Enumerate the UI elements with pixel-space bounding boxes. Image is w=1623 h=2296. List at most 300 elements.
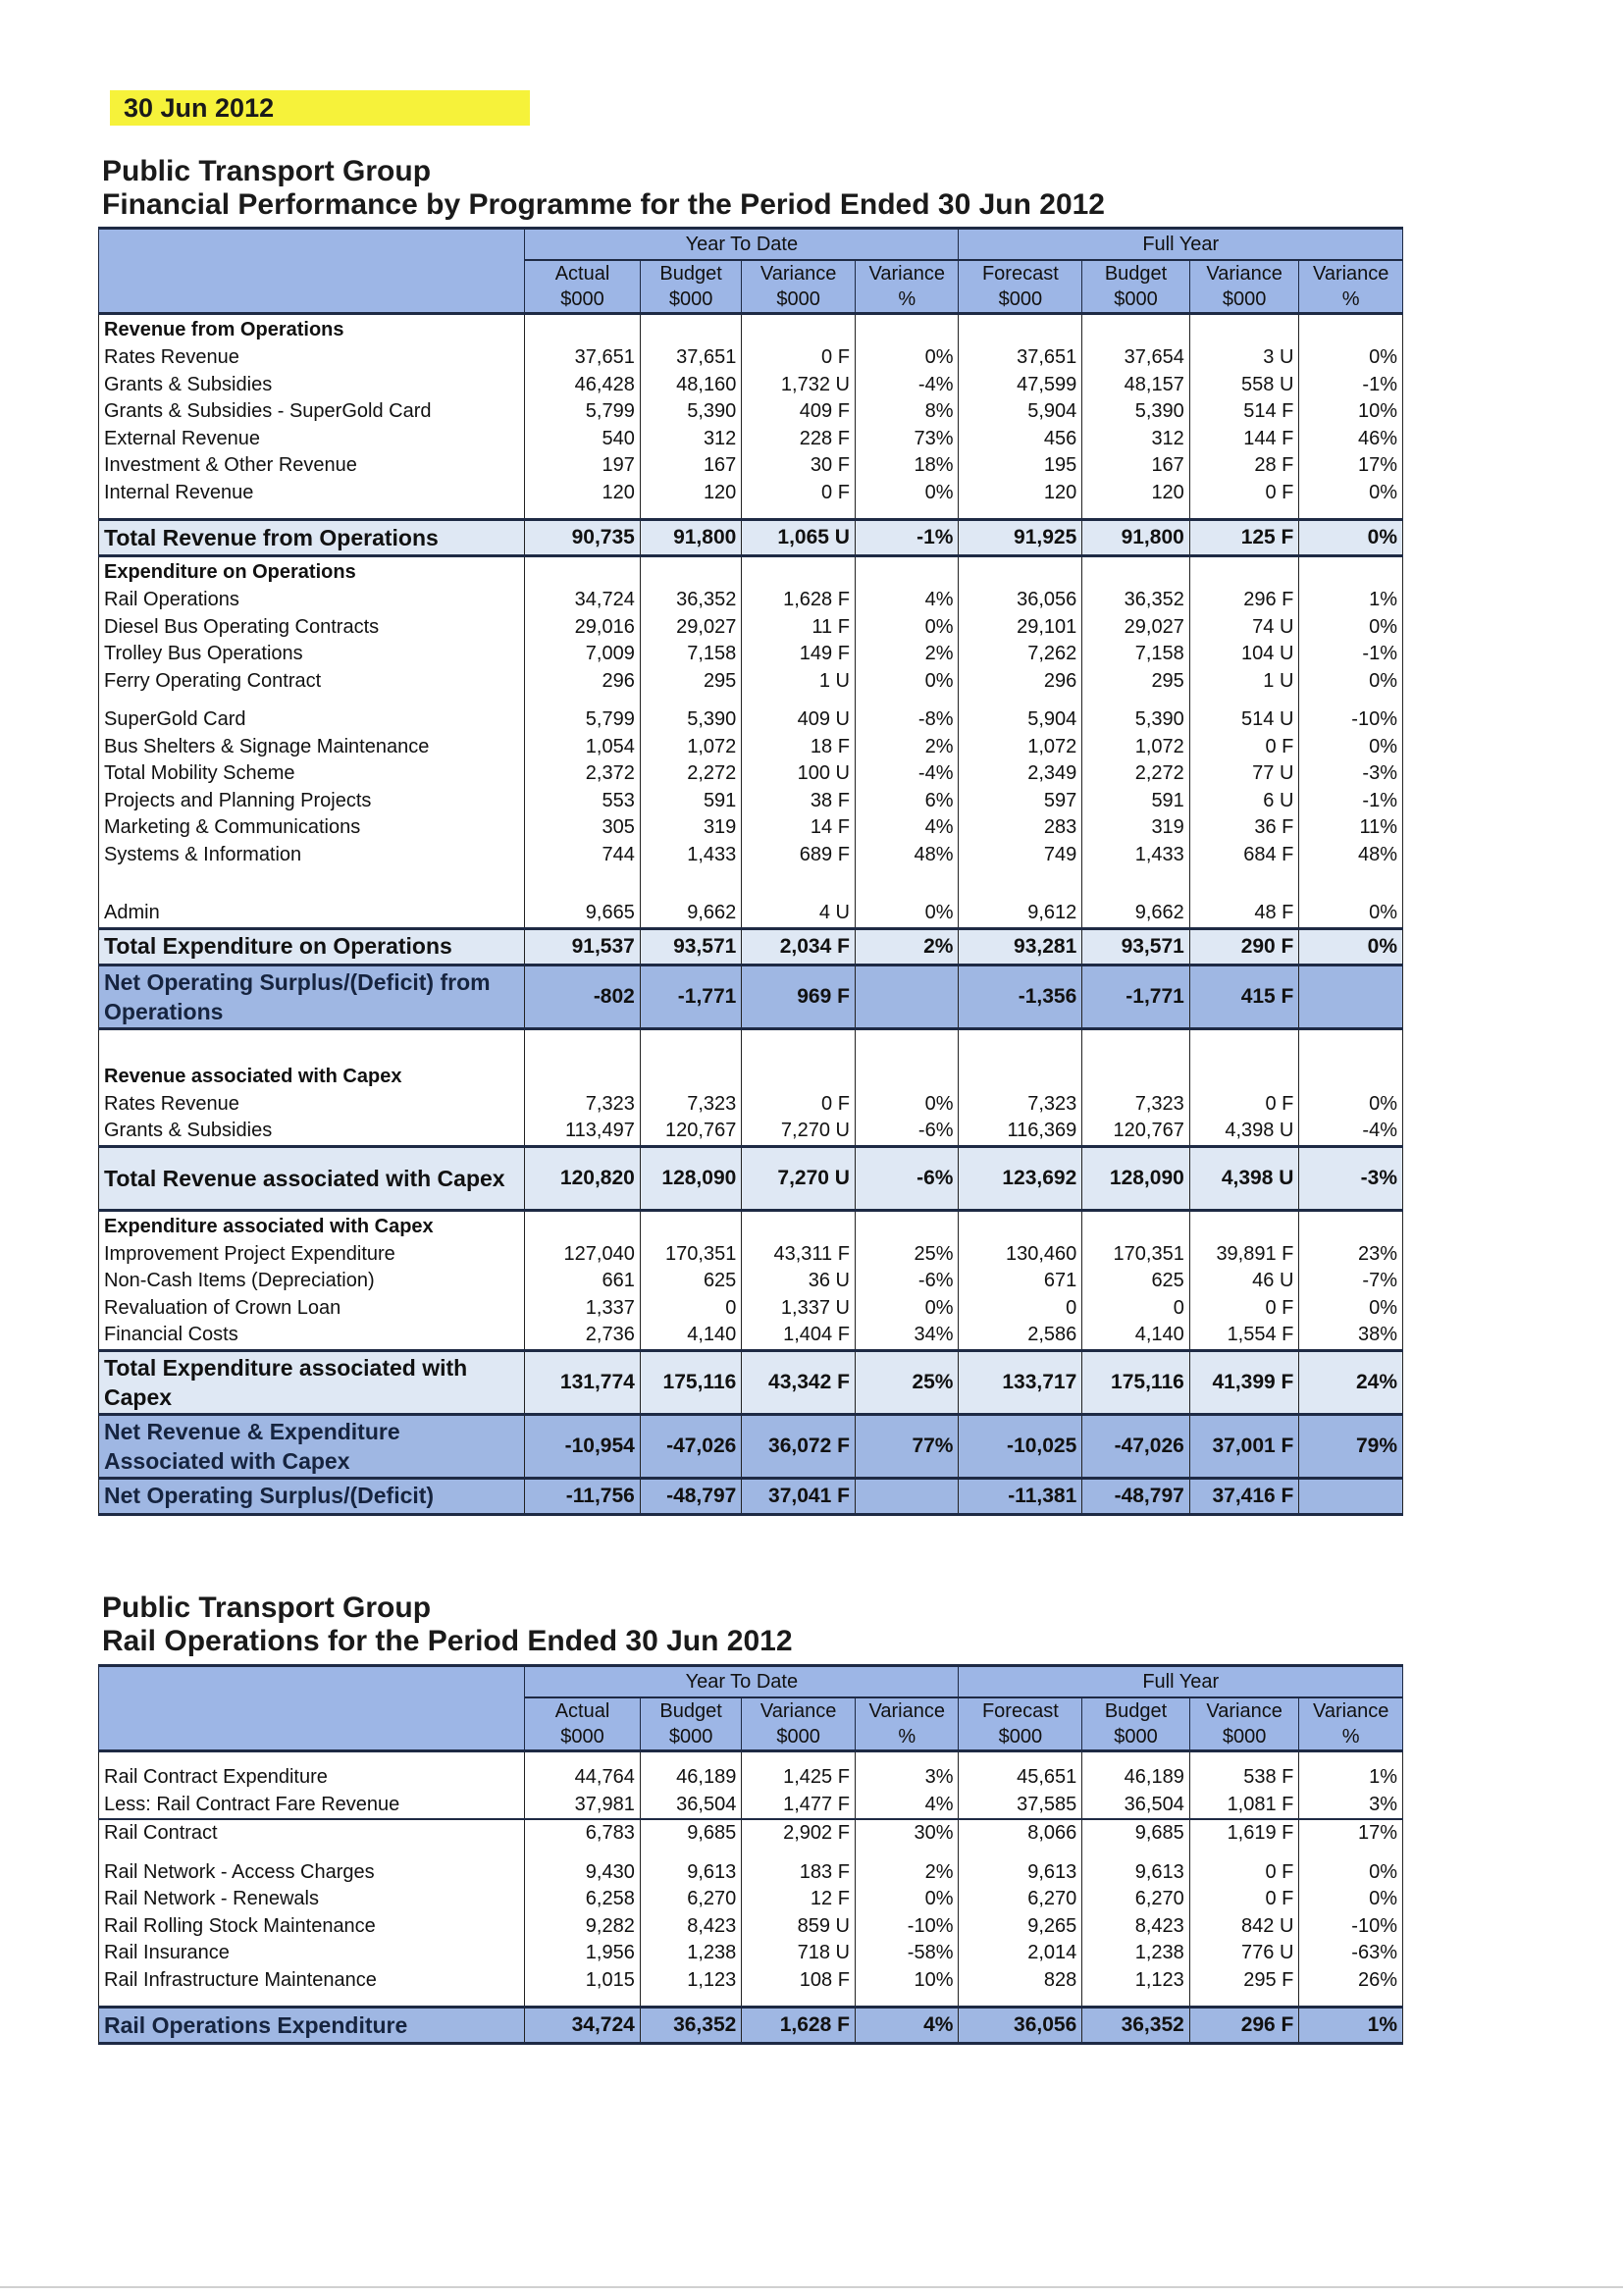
column-header-unit: %: [898, 288, 916, 310]
empty-cell: [1299, 556, 1403, 588]
cell-value: 93,281: [959, 928, 1082, 965]
cell-value: 30%: [855, 1819, 959, 1848]
cell-value: 0 F: [742, 344, 856, 372]
cell-value: 684 F: [1189, 842, 1299, 869]
cell-value: 0%: [855, 668, 959, 696]
cell-value: 36,504: [640, 1792, 741, 1820]
cell-value: 195: [959, 452, 1082, 480]
table-row: [99, 344, 1403, 372]
row-label: Improvement Project Expenditure: [99, 1241, 525, 1269]
cell-value: 5,390: [1082, 706, 1190, 734]
cell-value: 749: [959, 842, 1082, 869]
cell-value: 1,065 U: [742, 520, 856, 556]
cell-value: 597: [959, 788, 1082, 815]
cell-value: 625: [640, 1268, 741, 1295]
cell-value: 36,352: [1082, 2008, 1190, 2044]
cell-value: 25%: [855, 1241, 959, 1269]
cell-value: 553: [525, 788, 641, 815]
cell-value: 842 U: [1189, 1913, 1299, 1941]
cell-value: -4%: [855, 372, 959, 399]
cell-value: -802: [525, 965, 641, 1028]
row-label: Less: Rail Contract Fare Revenue: [99, 1792, 525, 1820]
column-header: [855, 1697, 959, 1751]
empty-cell: [1299, 1210, 1403, 1241]
cell-value: 108 F: [742, 1967, 856, 1995]
empty-cell: [1082, 1062, 1190, 1091]
cell-value: 0%: [1299, 900, 1403, 928]
cell-value: 6,258: [525, 1886, 641, 1913]
cell-value: 2,586: [959, 1322, 1082, 1350]
cell-value: 0%: [1299, 1859, 1403, 1887]
empty-cell: [742, 556, 856, 588]
cell-value: 1,054: [525, 734, 641, 761]
cell-value: 9,662: [640, 900, 741, 928]
cell-value: 36,352: [1082, 587, 1190, 614]
spacer-row: [99, 1751, 1403, 1765]
cell-value: 29,027: [1082, 614, 1190, 642]
column-header-unit: $000: [776, 288, 820, 310]
cell-value: 0: [959, 1295, 1082, 1323]
column-header-name: Budget: [659, 263, 722, 285]
cell-value: 10%: [855, 1967, 959, 1995]
cell-value: -58%: [855, 1940, 959, 1967]
cell-value: 4,140: [1082, 1322, 1190, 1350]
cell-value: 8,423: [1082, 1913, 1190, 1941]
column-header-name: Variance: [759, 263, 837, 285]
column-header-unit: $000: [668, 288, 713, 310]
row-label: Investment & Other Revenue: [99, 452, 525, 480]
column-header: [1299, 1697, 1403, 1751]
cell-value: 113,497: [525, 1118, 641, 1146]
cell-value: 8,423: [640, 1913, 741, 1941]
total-row: [99, 928, 1403, 965]
spacer-row: [99, 695, 1403, 706]
cell-value: -6%: [855, 1146, 959, 1210]
cell-value: 2,014: [959, 1940, 1082, 1967]
row-label: Marketing & Communications: [99, 814, 525, 842]
cell-value: 38 F: [742, 788, 856, 815]
cell-value: 0%: [855, 344, 959, 372]
cell-value: -48,797: [1082, 1478, 1190, 1514]
cell-value: 2%: [855, 641, 959, 668]
table-row: [99, 1118, 1403, 1146]
cell-value: -4%: [855, 760, 959, 788]
total-row: [99, 1350, 1403, 1414]
cell-value: 4%: [855, 1792, 959, 1820]
total-row: [99, 520, 1403, 556]
row-label: Expenditure on Operations: [99, 556, 525, 588]
cell-value: 0 F: [742, 480, 856, 507]
empty-cell: [1189, 1210, 1299, 1241]
column-header: [742, 260, 856, 314]
cell-value: 0%: [1299, 734, 1403, 761]
table-row: [99, 372, 1403, 399]
cell-value: 3%: [855, 1764, 959, 1792]
cell-value: 93,571: [640, 928, 741, 965]
column-header-unit: %: [1341, 288, 1360, 310]
cell-value: 3 U: [1189, 344, 1299, 372]
row-label: Internal Revenue: [99, 480, 525, 507]
row-label: Expenditure associated with Capex: [99, 1210, 525, 1241]
cell-value: 43,342 F: [742, 1350, 856, 1414]
cell-value: 26%: [1299, 1967, 1403, 1995]
table-row: [99, 1295, 1403, 1323]
cell-value: 120: [525, 480, 641, 507]
cell-value: [855, 965, 959, 1028]
cell-value: 319: [1082, 814, 1190, 842]
cell-value: 296 F: [1189, 2008, 1299, 2044]
cell-value: 91,925: [959, 520, 1082, 556]
cell-value: 1,404 F: [742, 1322, 856, 1350]
cell-value: 73%: [855, 426, 959, 453]
cell-value: 7,323: [959, 1091, 1082, 1119]
column-header: [1299, 260, 1403, 314]
cell-value: 1,477 F: [742, 1792, 856, 1820]
cell-value: 38%: [1299, 1322, 1403, 1350]
cell-value: 0%: [1299, 344, 1403, 372]
cell-value: 718 U: [742, 1940, 856, 1967]
cell-value: 0 F: [742, 1091, 856, 1119]
cell-value: -10%: [1299, 706, 1403, 734]
cell-value: -10%: [855, 1913, 959, 1941]
cell-value: 149 F: [742, 641, 856, 668]
cell-value: 93,571: [1082, 928, 1190, 965]
column-header: [742, 1697, 856, 1751]
row-label: External Revenue: [99, 426, 525, 453]
cell-value: 9,665: [525, 900, 641, 928]
cell-value: 5,799: [525, 706, 641, 734]
column-header-name: Actual: [554, 1700, 610, 1722]
cell-value: 45,651: [959, 1764, 1082, 1792]
cell-value: 167: [1082, 452, 1190, 480]
cell-value: 23%: [1299, 1241, 1403, 1269]
cell-value: [1299, 1478, 1403, 1514]
cell-value: 8,066: [959, 1819, 1082, 1848]
cell-value: 4%: [855, 2008, 959, 2044]
cell-value: -1,771: [1082, 965, 1190, 1028]
cell-value: 175,116: [640, 1350, 741, 1414]
table-row: [99, 641, 1403, 668]
cell-value: -4%: [1299, 1118, 1403, 1146]
row-label: Total Expenditure associated with Capex: [99, 1350, 525, 1414]
report-date-banner: 30 Jun 2012: [110, 90, 530, 126]
cell-value: 91,537: [525, 928, 641, 965]
cell-value: 120: [1082, 480, 1190, 507]
cell-value: 1,425 F: [742, 1764, 856, 1792]
empty-cell: [855, 556, 959, 588]
cell-value: 312: [1082, 426, 1190, 453]
cell-value: 0%: [1299, 1091, 1403, 1119]
row-label: Systems & Information: [99, 842, 525, 869]
row-label: Revaluation of Crown Loan: [99, 1295, 525, 1323]
cell-value: 29,016: [525, 614, 641, 642]
cell-value: 7,270 U: [742, 1146, 856, 1210]
cell-value: 5,390: [1082, 398, 1190, 426]
row-label: Financial Costs: [99, 1322, 525, 1350]
row-label: Rates Revenue: [99, 1091, 525, 1119]
empty-cell: [742, 314, 856, 345]
cell-value: 1,123: [640, 1967, 741, 1995]
table-row: [99, 760, 1403, 788]
cell-value: 415 F: [1189, 965, 1299, 1028]
cell-value: -10,025: [959, 1414, 1082, 1478]
cell-value: 283: [959, 814, 1082, 842]
empty-cell: [1189, 556, 1299, 588]
cell-value: 5,904: [959, 398, 1082, 426]
cell-value: 43,311 F: [742, 1241, 856, 1269]
empty-cell: [959, 556, 1082, 588]
cell-value: 0 F: [1189, 1886, 1299, 1913]
row-label: Rail Rolling Stock Maintenance: [99, 1913, 525, 1941]
cell-value: 2,272: [640, 760, 741, 788]
header-blank: [99, 1666, 525, 1751]
cell-value: 1%: [1299, 587, 1403, 614]
cell-value: 36 U: [742, 1268, 856, 1295]
row-label: Non-Cash Items (Depreciation): [99, 1268, 525, 1295]
cell-value: 7,158: [1082, 641, 1190, 668]
cell-value: 1,433: [1082, 842, 1190, 869]
row-label: Net Operating Surplus/(Deficit) from Operations: [99, 965, 525, 1028]
section-heading-row: [99, 1210, 1403, 1241]
cell-value: 4,398 U: [1189, 1146, 1299, 1210]
empty-cell: [525, 314, 641, 345]
cell-value: 558 U: [1189, 372, 1299, 399]
empty-cell: [855, 1210, 959, 1241]
column-header-unit: %: [898, 1726, 916, 1748]
cell-value: 0%: [1299, 1295, 1403, 1323]
cell-value: 1,015: [525, 1967, 641, 1995]
cell-value: 6,783: [525, 1819, 641, 1848]
column-header: [525, 260, 641, 314]
cell-value: 1,072: [959, 734, 1082, 761]
row-label: Total Expenditure on Operations: [99, 928, 525, 965]
empty-cell: [959, 1210, 1082, 1241]
cell-value: 120: [640, 480, 741, 507]
cell-value: 295: [1082, 668, 1190, 696]
cell-value: 77 U: [1189, 760, 1299, 788]
cell-value: 0%: [1299, 668, 1403, 696]
cell-value: 128,090: [1082, 1146, 1190, 1210]
table-row: [99, 706, 1403, 734]
row-label: Trolley Bus Operations: [99, 641, 525, 668]
table-row: [99, 480, 1403, 507]
column-header-name: Forecast: [981, 1700, 1059, 1722]
cell-value: 18 F: [742, 734, 856, 761]
cell-value: 859 U: [742, 1913, 856, 1941]
cell-value: 0%: [855, 614, 959, 642]
row-label: Rates Revenue: [99, 344, 525, 372]
net-row: [99, 965, 1403, 1028]
empty-cell: [1299, 314, 1403, 345]
cell-value: 1,238: [1082, 1940, 1190, 1967]
cell-value: 34,724: [525, 587, 641, 614]
header-year-to-date: Year To Date: [525, 229, 959, 261]
row-label: Total Revenue from Operations: [99, 520, 525, 556]
cell-value: -10,954: [525, 1414, 641, 1478]
cell-value: -1%: [855, 520, 959, 556]
cell-value: 5,799: [525, 398, 641, 426]
cell-value: 10%: [1299, 398, 1403, 426]
cell-value: 1,628 F: [742, 587, 856, 614]
cell-value: 175,116: [1082, 1350, 1190, 1414]
empty-cell: [959, 1062, 1082, 1091]
cell-value: 538 F: [1189, 1764, 1299, 1792]
empty-cell: [640, 556, 741, 588]
column-header-name: Variance: [1312, 1700, 1389, 1722]
cell-value: -11,381: [959, 1478, 1082, 1514]
cell-value: 296 F: [1189, 587, 1299, 614]
row-label: SuperGold Card: [99, 706, 525, 734]
table2-title: [102, 1592, 793, 1658]
cell-value: -3%: [1299, 1146, 1403, 1210]
row-label: Revenue from Operations: [99, 314, 525, 345]
cell-value: 409 U: [742, 706, 856, 734]
cell-value: 0%: [1299, 520, 1403, 556]
cell-value: 5,390: [640, 398, 741, 426]
cell-value: 591: [1082, 788, 1190, 815]
cell-value: 17%: [1299, 452, 1403, 480]
cell-value: 0%: [855, 1091, 959, 1119]
cell-value: 39,891 F: [1189, 1241, 1299, 1269]
table-row: [99, 1886, 1403, 1913]
empty-cell: [1082, 1210, 1190, 1241]
cell-value: 1,433: [640, 842, 741, 869]
cell-value: 167: [640, 452, 741, 480]
row-label: Diesel Bus Operating Contracts: [99, 614, 525, 642]
cell-value: 9,612: [959, 900, 1082, 928]
cell-value: -47,026: [1082, 1414, 1190, 1478]
cell-value: 28 F: [1189, 452, 1299, 480]
column-header: [1189, 260, 1299, 314]
table1-title-line2: Financial Performance by Programme for the Period Ended 30 Jun 2012: [102, 188, 1105, 221]
cell-value: 4%: [855, 587, 959, 614]
cell-value: 47,599: [959, 372, 1082, 399]
cell-value: 1,337 U: [742, 1295, 856, 1323]
row-label: Admin: [99, 900, 525, 928]
column-header-unit: $000: [1114, 1726, 1158, 1748]
cell-value: 3%: [1299, 1792, 1403, 1820]
column-header-unit: $000: [998, 288, 1043, 310]
column-header-unit: $000: [776, 1726, 820, 1748]
table-row: [99, 788, 1403, 815]
cell-value: 9,685: [640, 1819, 741, 1848]
cell-value: 295: [640, 668, 741, 696]
cell-value: 828: [959, 1967, 1082, 1995]
empty-cell: [1082, 556, 1190, 588]
cell-value: 11 F: [742, 614, 856, 642]
table-row: [99, 734, 1403, 761]
section-heading-row: [99, 314, 1403, 345]
cell-value: 41,399 F: [1189, 1350, 1299, 1414]
empty-cell: [1299, 1062, 1403, 1091]
net-row: [99, 2008, 1403, 2044]
spacer-row: [99, 1028, 1403, 1062]
row-label: Ferry Operating Contract: [99, 668, 525, 696]
subtotal-row: [99, 1819, 1403, 1848]
cell-value: 319: [640, 814, 741, 842]
cell-value: 4%: [855, 814, 959, 842]
header-full-year: Full Year: [959, 1666, 1403, 1698]
cell-value: 1,337: [525, 1295, 641, 1323]
cell-value: 37,651: [525, 344, 641, 372]
cell-value: -7%: [1299, 1268, 1403, 1295]
table-row: [99, 1859, 1403, 1887]
cell-value: 6,270: [1082, 1886, 1190, 1913]
cell-value: 0%: [1299, 480, 1403, 507]
cell-value: 37,651: [959, 344, 1082, 372]
column-header-name: Budget: [1104, 263, 1168, 285]
cell-value: 36 F: [1189, 814, 1299, 842]
column-header: [959, 260, 1082, 314]
cell-value: 36,352: [640, 2008, 741, 2044]
section-heading-row: [99, 556, 1403, 588]
cell-value: 6%: [855, 788, 959, 815]
cell-value: 120,767: [1082, 1118, 1190, 1146]
cell-value: 0 F: [1189, 1859, 1299, 1887]
header-full-year: Full Year: [959, 229, 1403, 261]
cell-value: 133,717: [959, 1350, 1082, 1414]
cell-value: -11,756: [525, 1478, 641, 1514]
cell-value: 37,001 F: [1189, 1414, 1299, 1478]
cell-value: -1%: [1299, 788, 1403, 815]
empty-cell: [1082, 314, 1190, 345]
cell-value: 34%: [855, 1322, 959, 1350]
cell-value: 170,351: [1082, 1241, 1190, 1269]
cell-value: 12 F: [742, 1886, 856, 1913]
row-label: Projects and Planning Projects: [99, 788, 525, 815]
empty-cell: [1189, 314, 1299, 345]
cell-value: 776 U: [1189, 1940, 1299, 1967]
column-header-unit: $000: [998, 1726, 1043, 1748]
table1-title-line1: Public Transport Group: [102, 155, 432, 187]
cell-value: 2,902 F: [742, 1819, 856, 1848]
cell-value: 671: [959, 1268, 1082, 1295]
cell-value: 29,027: [640, 614, 741, 642]
cell-value: 74 U: [1189, 614, 1299, 642]
cell-value: -1%: [1299, 641, 1403, 668]
table-row: [99, 614, 1403, 642]
cell-value: 18%: [855, 452, 959, 480]
cell-value: 37,651: [640, 344, 741, 372]
column-header-unit: $000: [668, 1726, 713, 1748]
column-header-name: Variance: [868, 1700, 945, 1722]
table-row: [99, 1241, 1403, 1269]
column-header-name: Variance: [1206, 263, 1283, 285]
table-row: [99, 1268, 1403, 1295]
cell-value: 1 U: [1189, 668, 1299, 696]
table2-title-line2: Rail Operations for the Period Ended 30 Jun 2012: [102, 1625, 793, 1657]
cell-value: 4,398 U: [1189, 1118, 1299, 1146]
cell-value: 7,262: [959, 641, 1082, 668]
cell-value: 30 F: [742, 452, 856, 480]
cell-value: 4,140: [640, 1322, 741, 1350]
cell-value: 9,613: [959, 1859, 1082, 1887]
empty-cell: [959, 314, 1082, 345]
cell-value: 7,270 U: [742, 1118, 856, 1146]
table1-title: [102, 155, 1105, 222]
table-row: [99, 668, 1403, 696]
cell-value: -47,026: [640, 1414, 741, 1478]
row-label: Bus Shelters & Signage Maintenance: [99, 734, 525, 761]
row-label: Revenue associated with Capex: [99, 1062, 525, 1091]
cell-value: 540: [525, 426, 641, 453]
cell-value: 131,774: [525, 1350, 641, 1414]
cell-value: 312: [640, 426, 741, 453]
cell-value: 0%: [1299, 1886, 1403, 1913]
column-header-name: Variance: [868, 263, 945, 285]
cell-value: 197: [525, 452, 641, 480]
table-row: [99, 900, 1403, 928]
